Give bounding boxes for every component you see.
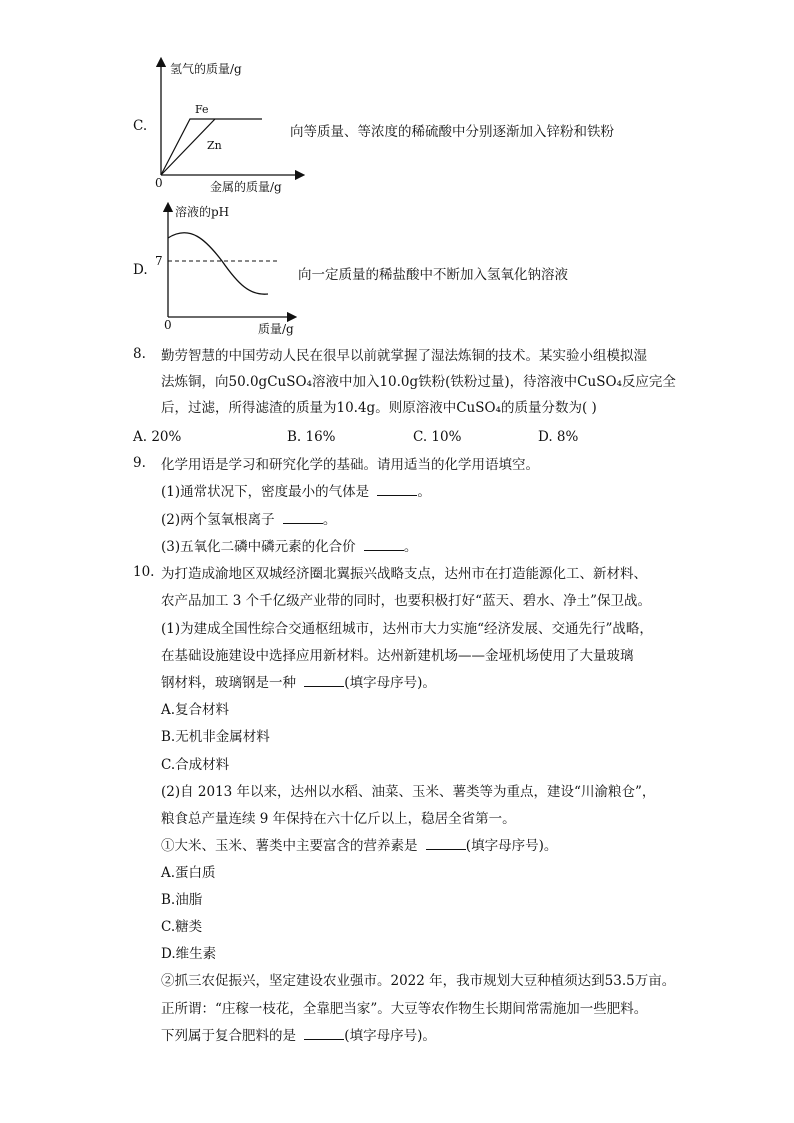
fill-hint: (填字母序号)。 [344,675,436,691]
q10-p1-option-c: C.合成材料 [161,757,230,773]
answer-blank[interactable] [283,510,323,524]
q10-p2b-line-1: ②抓三农促振兴，坚定建设农业强市。2022 年，我市规划大豆种植须达到53.5万亩。 [161,973,676,989]
x-axis-label: 质量/g [258,322,294,336]
q10-p2a-option-b: B.油脂 [161,892,203,908]
q10-p1-option-a: A.复合材料 [161,702,230,718]
q10-stem-1: 为打造成渝地区双城经济圈北翼振兴战略支点，达州市在打造能源化工、新材料、 [161,566,647,582]
y-axis-label: 氢气的质量/g [170,62,242,76]
q10-p1-option-b: B.无机非金属材料 [161,729,270,745]
option-d-graph [150,202,300,337]
tick-7: 7 [155,254,163,268]
series-fe-label: Fe [195,103,209,116]
q8-line-2: 法炼铜，向50.0gCuSO₄溶液中加入10.0g铁粉(铁粉过量)，待溶液中CuSO₄反应完全 [161,374,676,390]
q9-item-3-end: 。 [403,539,418,555]
q8-option-b: B. 16% [287,429,336,445]
q9-item-3-text: (3)五氧化二磷中磷元素的化合价 [161,539,356,555]
option-c-graph [150,56,310,196]
q8-number: 8. [133,346,146,362]
q10-p2a-option-c: C.糖类 [161,919,203,935]
q9-item-2 [161,510,336,530]
q10-p2b-question [161,1026,436,1046]
option-c-letter: C. [133,118,148,134]
answer-blank[interactable] [426,836,466,850]
q10-p2b-line-2: 正所谓：“庄稼一枝花，全靠肥当家”。大豆等农作物生长期间常需施加一些肥料。 [161,1001,648,1017]
q10-p2a-text: ①大米、玉米、薯类中主要富含的营养素是 [161,838,418,854]
y-axis-label: 溶液的pH [175,205,230,219]
q8-option-d: D. 8% [538,429,579,445]
q10-number: 10. [133,564,155,580]
q9-item-3 [161,537,417,557]
answer-blank[interactable] [304,1026,344,1040]
q9-number: 9. [133,455,146,471]
origin-label: 0 [155,176,163,190]
answer-blank[interactable] [304,673,344,687]
q10-p1-line-1: (1)为建成全国性综合交通枢纽城市，达州市大力实施“经济发展、交通先行”战略， [161,621,653,637]
q10-p2a-question [161,836,557,856]
q10-p2a-option-d: D.维生素 [161,946,217,962]
q10-p1-line-3-text: 钢材料，玻璃钢是一种 [161,675,296,691]
q9-item-2-end: 。 [322,512,337,528]
fill-hint: (填字母序号)。 [465,838,558,854]
q10-p2-line-2: 粮食总产量连续 9 年保持在六十亿斤以上，稳居全省第一。 [161,811,516,827]
q10-stem-2: 农产品加工 3 个千亿级产业带的同时，也要积极打好“蓝天、碧水、净土”保卫战。 [161,593,651,609]
option-d-desc: 向一定质量的稀盐酸中不断加入氢氧化钠溶液 [298,267,568,283]
q10-p2a-option-a: A.蛋白质 [161,865,216,881]
fill-hint: (填字母序号)。 [344,1028,436,1044]
q8-line-1: 勤劳智慧的中国劳动人民在很早以前就掌握了湿法炼铜的技术。某实验小组模拟湿 [161,348,647,364]
answer-blank[interactable] [377,482,417,496]
origin-label: 0 [164,318,172,332]
q9-item-1 [161,482,431,502]
option-d-letter: D. [133,262,148,278]
q8-option-c: C. 10% [413,429,462,445]
q10-p1-line-2: 在基础设施建设中选择应用新材料。达州新建机场——金垭机场使用了大量玻璃 [161,648,634,664]
x-axis-label: 金属的质量/g [210,180,282,194]
q9-item-1-end: 。 [417,484,431,500]
option-c-desc: 向等质量、等浓度的稀硫酸中分别逐渐加入锌粉和铁粉 [290,124,614,140]
ph-curve [168,233,268,294]
q9-stem: 化学用语是学习和研究化学的基础。请用适当的化学用语填空。 [161,457,539,473]
q8-line-3: 后，过滤，所得滤渣的质量为10.4g。则原溶液中CuSO₄的质量分数为( ) [161,400,597,416]
q8-option-a: A. 20% [133,429,182,445]
q10-p2-line-1: (2)自 2013 年以来，达州以水稻、油菜、玉米、薯类等为重点，建设“川渝粮仓”， [161,784,656,800]
q9-item-2-text: (2)两个氢氧根离子 [161,512,275,528]
series-zn-label: Zn [207,139,222,152]
q9-item-1-text: (1)通常状况下，密度最小的气体是 [161,484,370,500]
q10-p2b-text: 下列属于复合肥料的是 [161,1028,296,1044]
answer-blank[interactable] [364,537,404,551]
q10-p1-line-3 [161,673,436,693]
